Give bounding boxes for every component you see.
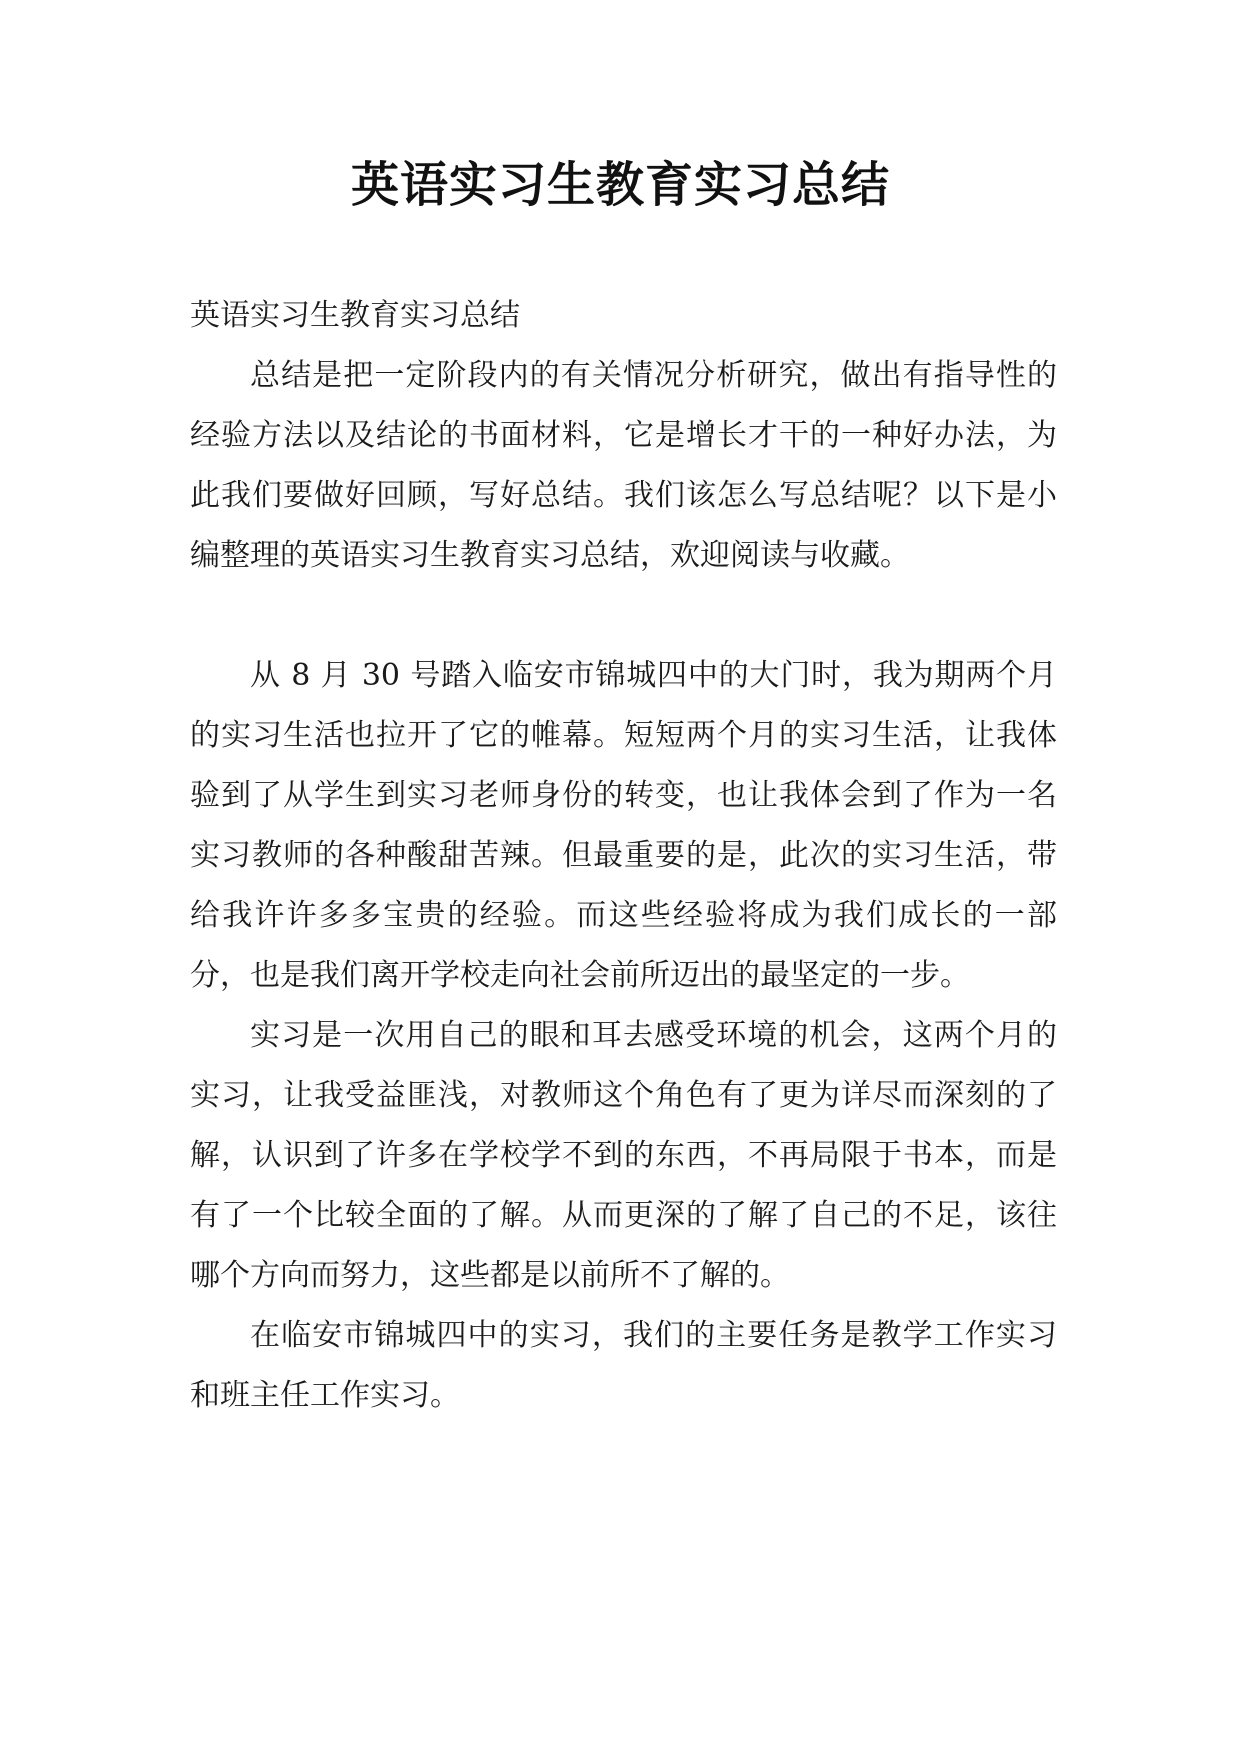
- intro-paragraph: 总结是把一定阶段内的有关情况分析研究，做出有指导性的经验方法以及结论的书面材料，它是增长才干的一种好办法，为此我们要做好回顾，写好总结。我们该怎么写总结呢？以下是小编整理的英语实习生教育实习总结，欢迎阅读与收藏。: [190, 358, 1057, 573]
- body-paragraph-3: 在临安市锦城四中的实习，我们的主要任务是教学工作实习和班主任工作实习。: [190, 1318, 1057, 1413]
- document-subtitle: 英语实习生教育实习总结: [190, 298, 520, 333]
- body-paragraph-1: 从 8 月 30 号踏入临安市锦城四中的大门时，我为期两个月的实习生活也拉开了它的帷幕。短短两个月的实习生活，让我体验到了从学生到实习老师身份的转变，也让我体会到了作为一名实习教师的各种酸甜苦辣。但最重要的是，此次的实习生活，带给我许许多多宝贵的经验。而这些经验将成为我们成长的一部分，也是我们离开学校走向社会前所迈出的最坚定的一步。: [190, 658, 1057, 993]
- paragraph-spacer: [190, 586, 1057, 646]
- document-title: 英语实习生教育实习总结: [350, 157, 890, 213]
- document-body: [190, 286, 1057, 1426]
- body-paragraph-2: 实习是一次用自己的眼和耳去感受环境的机会，这两个月的实习，让我受益匪浅，对教师这个角色有了更为详尽而深刻的了解，认识到了许多在学校学不到的东西，不再局限于书本，而是有了一个比较全面的了解。从而更深的了解了自己的不足，该往哪个方向而努力，这些都是以前所不了解的。: [190, 1018, 1057, 1293]
